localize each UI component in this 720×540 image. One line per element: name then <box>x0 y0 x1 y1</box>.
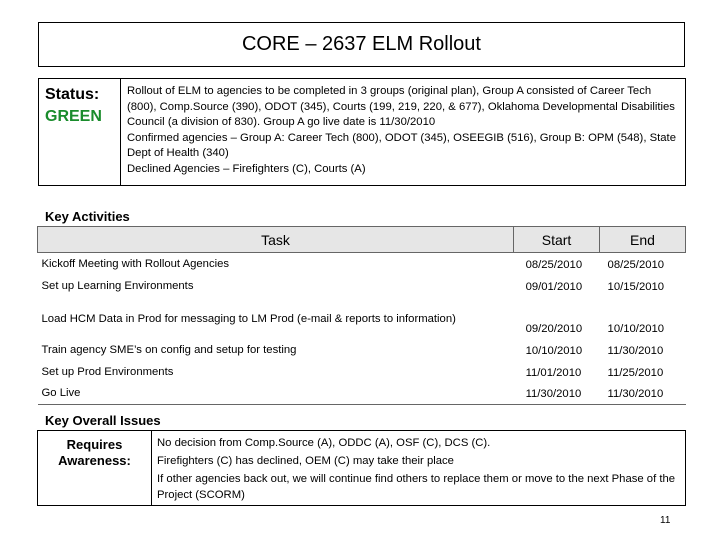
page-number: 11 <box>660 515 671 526</box>
issue-line-1: No decision from Comp.Source (A), ODDC (A), OSF (C), DCS (C). <box>157 437 491 449</box>
end-cell: 10/10/2010 <box>607 322 665 335</box>
key-issues-panel <box>37 430 686 506</box>
end-cell: 11/30/2010 <box>607 388 664 400</box>
end-cell: 11/30/2010 <box>607 344 664 357</box>
table-header-row <box>38 227 686 253</box>
task-cell: Go Live <box>41 387 81 400</box>
end-cell: 08/25/2010 <box>607 258 665 271</box>
start-cell: 09/20/2010 <box>525 322 583 335</box>
task-cell: Set up Prod Environments <box>41 365 174 378</box>
table-row <box>38 383 686 405</box>
header-task: Task <box>38 227 514 253</box>
slide-title: CORE – 2637 ELM Rollout <box>38 22 685 67</box>
start-cell: 10/10/2010 <box>525 344 583 357</box>
end-cell: 11/25/2010 <box>607 366 664 379</box>
key-activities-table <box>37 226 686 405</box>
status-paragraph-2: Confirmed agencies – Group A: Career Tech (800), ODOT (345), OSEEGIB (516), Group B: OPM (548), State Dept of Health (340) <box>127 131 676 160</box>
status-paragraph-3: Declined Agencies – Firefighters (C), Courts (A) <box>127 162 366 175</box>
task-cell: Train agency SME’s on config and setup for testing <box>41 343 297 356</box>
header-end: End <box>600 227 686 253</box>
start-cell: 09/01/2010 <box>525 280 583 293</box>
end-cell: 10/15/2010 <box>607 280 665 293</box>
table-row <box>38 339 686 361</box>
status-paragraph-1: Rollout of ELM to agencies to be completed in 3 groups (original plan), Group A consisted of Career Tech (800), Comp.Source (390), ODOT (345), Courts (199, 219, 220, & 677), Oklahoma Developmental Disabilities Council (a division of 830). Group A go live date is 11/30/2010 <box>127 85 675 129</box>
status-title: Status: <box>45 86 100 103</box>
issue-line-3: If other agencies back out, we will continue find others to replace them or move to the next Phase of the Project (SCORM) <box>157 473 676 501</box>
key-activities-heading: Key Activities <box>45 209 130 224</box>
issues-description <box>152 431 685 505</box>
task-cell: Kickoff Meeting with Rollout Agencies <box>41 257 230 270</box>
task-cell: Load HCM Data in Prod for messaging to LM Prod (e-mail & reports to information) <box>41 312 456 325</box>
key-issues-heading: Key Overall Issues <box>45 413 161 428</box>
task-cell: Set up Learning Environments <box>41 279 194 292</box>
status-label-cell <box>39 79 121 185</box>
table-row <box>38 253 686 275</box>
table-row <box>38 361 686 383</box>
issue-line-2: Firefighters (C) has declined, OEM (C) may take their place <box>157 455 454 468</box>
start-cell: 11/01/2010 <box>525 366 582 379</box>
status-value: GREEN <box>45 108 102 125</box>
start-cell: 11/30/2010 <box>525 388 582 400</box>
status-panel <box>38 78 686 186</box>
requires-awareness-label: Requires Awareness: <box>38 431 152 505</box>
table-row <box>38 275 686 297</box>
header-start: Start <box>514 227 600 253</box>
start-cell: 08/25/2010 <box>525 258 583 271</box>
table-row <box>38 297 686 339</box>
status-description <box>121 79 685 185</box>
